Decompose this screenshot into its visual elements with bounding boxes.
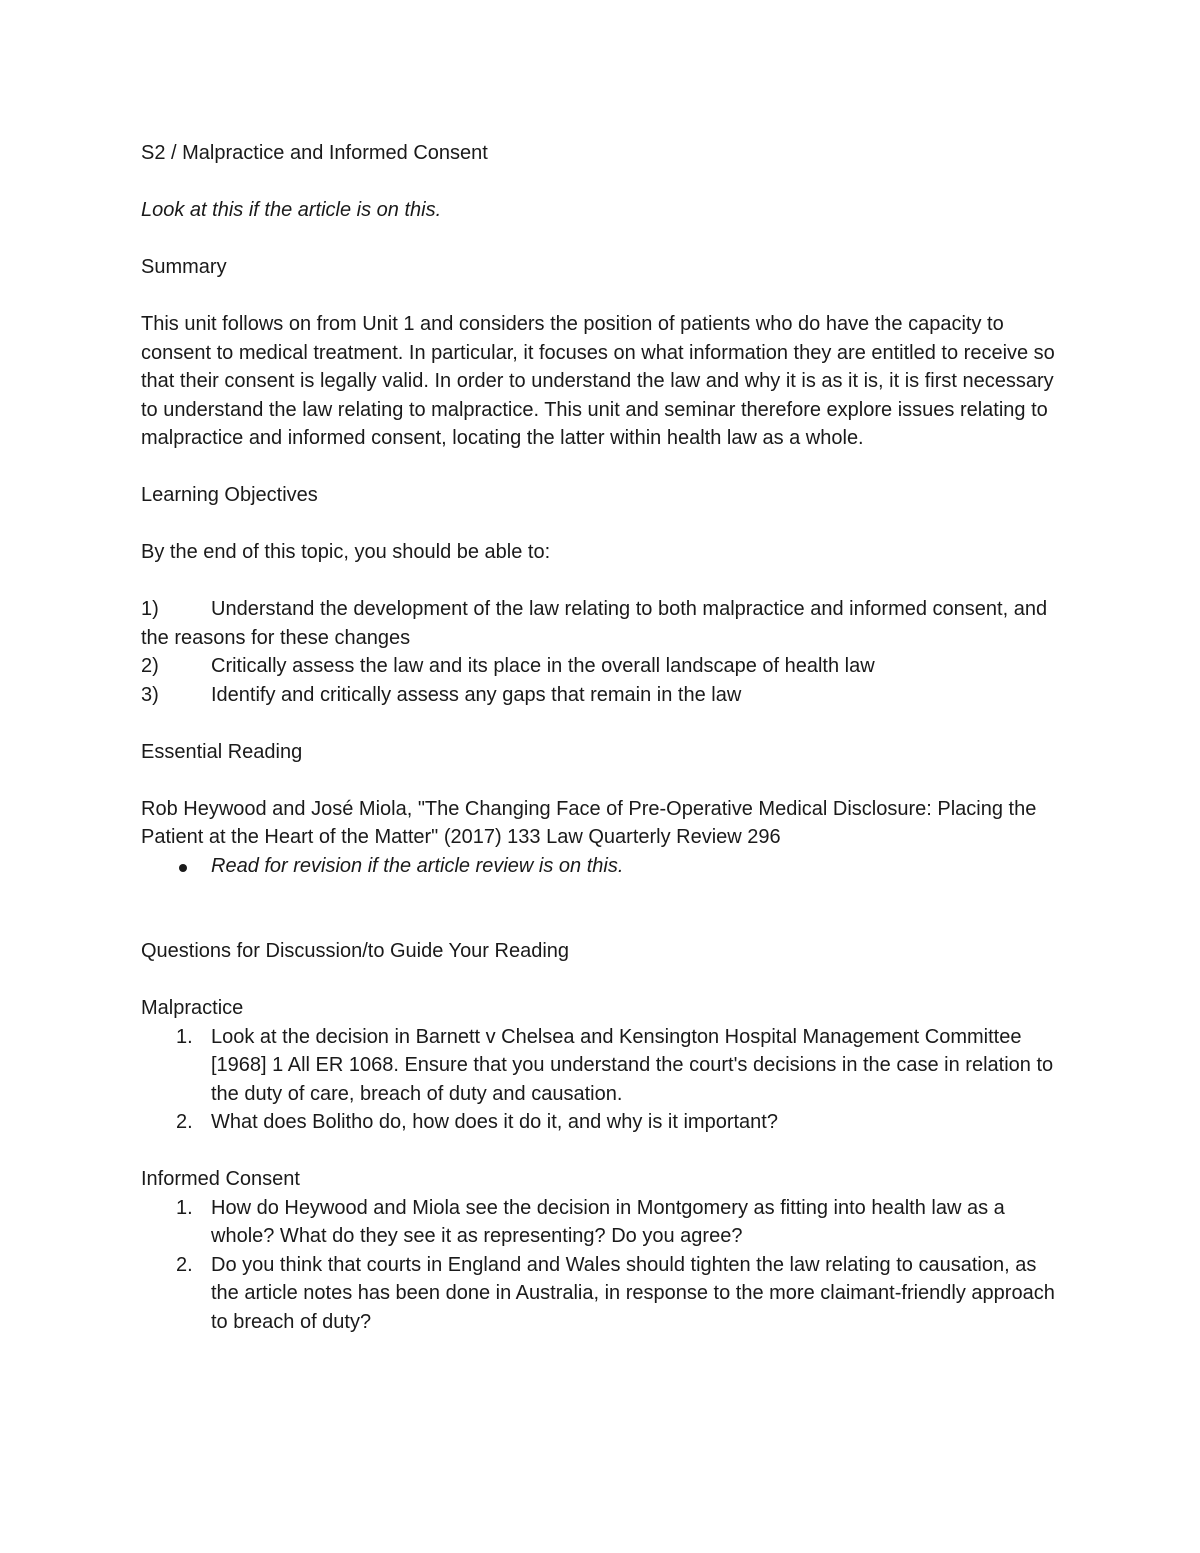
consent-questions: [141, 1194, 1061, 1337]
question-text: What does Bolitho do, how does it do it, and why is it important?: [211, 1111, 778, 1133]
consent-heading: Informed Consent: [141, 1168, 300, 1190]
objective-item: [141, 595, 1061, 652]
objectives-intro: By the end of this topic, you should be able to:: [141, 541, 551, 563]
objective-number: 2): [141, 655, 159, 677]
document-page: [141, 139, 1061, 1336]
question-item: [141, 1108, 1061, 1137]
objective-number: 1): [141, 598, 159, 620]
reading-heading: Essential Reading: [141, 740, 303, 763]
bullet-icon: [179, 864, 187, 872]
document-title: S2 / Malpractice and Informed Consent: [141, 142, 488, 164]
objectives-list: [141, 595, 1061, 709]
question-item: [141, 1023, 1061, 1109]
objectives-heading: Learning Objectives: [141, 484, 318, 506]
question-number: 1.: [176, 1025, 193, 1048]
question-text: Look at the decision in Barnett v Chelsea and Kensington Hospital Management Committee [1968] 1 All ER 1068. Ensure that you understand the court's decisions in the case in relation to the duty of care, breach of duty and causation.: [211, 1025, 1054, 1105]
question-text: How do Heywood and Miola see the decision in Montgomery as fitting into health law as a whole? What do they see it as representing? Do you agree?: [211, 1196, 1005, 1247]
reading-note-item: [141, 852, 1061, 881]
objective-number: 3): [141, 683, 159, 706]
question-item: [141, 1194, 1061, 1251]
question-number: 1.: [176, 1196, 193, 1219]
summary-paragraph: This unit follows on from Unit 1 and considers the position of patients who do have the capacity to consent to medical treatment. In particular, it focuses on what information they are entitled to receive so that their consent is legally valid. In order to understand the law and why it is as it is, it is first necessary to understand the law relating to malpractice. This unit and seminar therefore explore issues relating to malpractice and informed consent, locating the latter within health law as a whole.: [141, 313, 1055, 449]
reading-citation: Rob Heywood and José Miola, "The Changing Face of Pre-Operative Medical Disclosure: Placing the Patient at the Heart of the Matter" (2017) 133 Law Quarterly Review 296: [141, 797, 1037, 848]
questions-heading: Questions for Discussion/to Guide Your Reading: [141, 940, 570, 962]
objective-text: Understand the development of the law relating to both malpractice and informed consent, and the reasons for these changes: [141, 598, 1048, 649]
question-text: Do you think that courts in England and Wales should tighten the law relating to causation, as the article notes has been done in Australia, in response to the more claimant-friendly approach to breach of duty?: [211, 1253, 1055, 1333]
reading-note: Read for revision if the article review is on this.: [211, 854, 624, 877]
objective-text: Identify and critically assess any gaps that remain in the law: [211, 683, 742, 706]
question-number: 2.: [176, 1111, 193, 1133]
objective-item: [141, 652, 1061, 681]
malpractice-heading: Malpractice: [141, 997, 244, 1019]
objective-item: [141, 681, 1061, 710]
intro-note: Look at this if the article is on this.: [141, 199, 442, 221]
question-number: 2.: [176, 1253, 193, 1276]
summary-heading: Summary: [141, 256, 227, 278]
objective-text: Critically assess the law and its place in the overall landscape of health law: [211, 655, 875, 677]
question-item: [141, 1251, 1061, 1337]
malpractice-questions: [141, 1023, 1061, 1137]
